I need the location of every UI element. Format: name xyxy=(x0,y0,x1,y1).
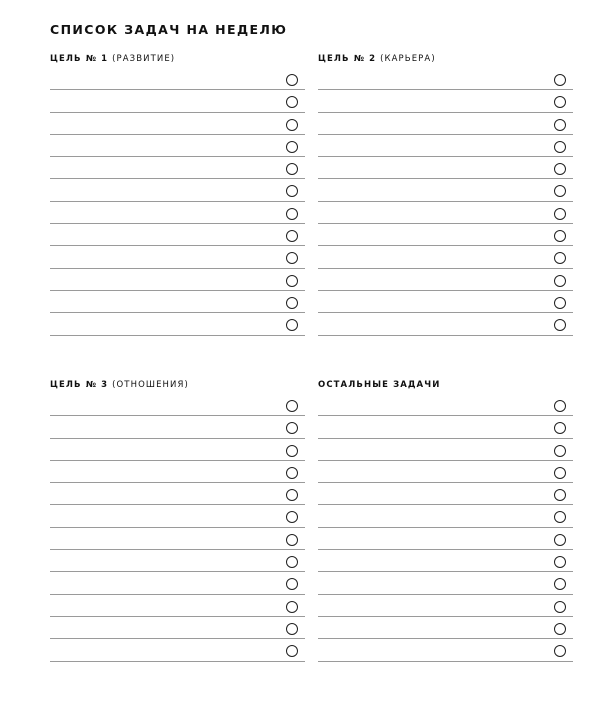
task-row[interactable] xyxy=(318,313,573,335)
circle-checkbox-icon[interactable] xyxy=(286,141,298,153)
circle-checkbox-icon[interactable] xyxy=(554,578,566,590)
task-row[interactable] xyxy=(318,617,573,639)
circle-checkbox-icon[interactable] xyxy=(286,119,298,131)
task-row[interactable] xyxy=(50,68,305,90)
circle-checkbox-icon[interactable] xyxy=(286,208,298,220)
task-row[interactable] xyxy=(50,157,305,179)
circle-checkbox-icon[interactable] xyxy=(286,275,298,287)
goal-3-section xyxy=(50,378,305,662)
task-row[interactable] xyxy=(50,617,305,639)
task-row[interactable] xyxy=(50,224,305,246)
circle-checkbox-icon[interactable] xyxy=(286,489,298,501)
task-row[interactable] xyxy=(318,639,573,661)
circle-checkbox-icon[interactable] xyxy=(554,422,566,434)
circle-checkbox-icon[interactable] xyxy=(286,445,298,457)
section-label: ОСТАЛЬНЫЕ ЗАДАЧИ xyxy=(318,380,441,390)
task-row[interactable] xyxy=(50,595,305,617)
task-row[interactable] xyxy=(318,246,573,268)
circle-checkbox-icon[interactable] xyxy=(286,319,298,331)
task-row[interactable] xyxy=(318,269,573,291)
circle-checkbox-icon[interactable] xyxy=(286,645,298,657)
task-row[interactable] xyxy=(50,439,305,461)
section-label: ЦЕЛЬ № 2 xyxy=(318,54,377,64)
circle-checkbox-icon[interactable] xyxy=(286,297,298,309)
section-title xyxy=(318,52,573,66)
task-row[interactable] xyxy=(318,572,573,594)
task-row[interactable] xyxy=(318,595,573,617)
task-row[interactable] xyxy=(318,68,573,90)
circle-checkbox-icon[interactable] xyxy=(286,163,298,175)
circle-checkbox-icon[interactable] xyxy=(554,534,566,546)
circle-checkbox-icon[interactable] xyxy=(554,319,566,331)
circle-checkbox-icon[interactable] xyxy=(554,252,566,264)
circle-checkbox-icon[interactable] xyxy=(554,467,566,479)
section-label: ЦЕЛЬ № 3 xyxy=(50,380,109,390)
circle-checkbox-icon[interactable] xyxy=(554,74,566,86)
circle-checkbox-icon[interactable] xyxy=(554,119,566,131)
task-row[interactable] xyxy=(50,179,305,201)
circle-checkbox-icon[interactable] xyxy=(286,185,298,197)
task-row[interactable] xyxy=(50,90,305,112)
section-subtitle: (КАРЬЕРА) xyxy=(380,54,436,64)
task-row[interactable] xyxy=(50,461,305,483)
circle-checkbox-icon[interactable] xyxy=(286,74,298,86)
task-row[interactable] xyxy=(318,505,573,527)
circle-checkbox-icon[interactable] xyxy=(554,230,566,242)
task-row[interactable] xyxy=(318,90,573,112)
circle-checkbox-icon[interactable] xyxy=(554,185,566,197)
task-list xyxy=(318,68,573,336)
circle-checkbox-icon[interactable] xyxy=(286,252,298,264)
circle-checkbox-icon[interactable] xyxy=(554,297,566,309)
circle-checkbox-icon[interactable] xyxy=(286,511,298,523)
task-row[interactable] xyxy=(318,135,573,157)
circle-checkbox-icon[interactable] xyxy=(286,578,298,590)
section-title xyxy=(50,52,305,66)
task-row[interactable] xyxy=(318,528,573,550)
circle-checkbox-icon[interactable] xyxy=(554,275,566,287)
task-row[interactable] xyxy=(318,224,573,246)
circle-checkbox-icon[interactable] xyxy=(286,230,298,242)
task-row[interactable] xyxy=(318,550,573,572)
circle-checkbox-icon[interactable] xyxy=(554,601,566,613)
task-row[interactable] xyxy=(318,461,573,483)
task-row[interactable] xyxy=(50,550,305,572)
task-row[interactable] xyxy=(318,202,573,224)
section-title xyxy=(50,378,305,392)
task-row[interactable] xyxy=(318,416,573,438)
circle-checkbox-icon[interactable] xyxy=(286,601,298,613)
goal-1-section xyxy=(50,52,305,336)
circle-checkbox-icon[interactable] xyxy=(286,623,298,635)
circle-checkbox-icon[interactable] xyxy=(554,96,566,108)
task-row[interactable] xyxy=(50,505,305,527)
task-row[interactable] xyxy=(318,113,573,135)
task-list xyxy=(318,394,573,662)
task-row[interactable] xyxy=(318,157,573,179)
circle-checkbox-icon[interactable] xyxy=(286,556,298,568)
task-row[interactable] xyxy=(50,135,305,157)
task-row[interactable] xyxy=(318,483,573,505)
task-row[interactable] xyxy=(318,179,573,201)
circle-checkbox-icon[interactable] xyxy=(554,511,566,523)
task-row[interactable] xyxy=(318,439,573,461)
section-subtitle: (ОТНОШЕНИЯ) xyxy=(112,380,189,390)
circle-checkbox-icon[interactable] xyxy=(554,445,566,457)
circle-checkbox-icon[interactable] xyxy=(554,489,566,501)
section-label: ЦЕЛЬ № 1 xyxy=(50,54,109,64)
task-list xyxy=(50,68,305,336)
section-title xyxy=(318,378,573,392)
circle-checkbox-icon[interactable] xyxy=(286,422,298,434)
circle-checkbox-icon[interactable] xyxy=(286,534,298,546)
circle-checkbox-icon[interactable] xyxy=(554,208,566,220)
section-subtitle: (РАЗВИТИЕ) xyxy=(112,54,176,64)
task-row[interactable] xyxy=(50,246,305,268)
task-row[interactable] xyxy=(50,416,305,438)
task-row[interactable] xyxy=(50,639,305,661)
page-title: СПИСОК ЗАДАЧ НА НЕДЕЛЮ xyxy=(50,22,288,37)
circle-checkbox-icon[interactable] xyxy=(286,467,298,479)
task-row[interactable] xyxy=(318,291,573,313)
circle-checkbox-icon[interactable] xyxy=(286,400,298,412)
task-row[interactable] xyxy=(318,394,573,416)
circle-checkbox-icon[interactable] xyxy=(554,400,566,412)
circle-checkbox-icon[interactable] xyxy=(554,556,566,568)
circle-checkbox-icon[interactable] xyxy=(286,96,298,108)
circle-checkbox-icon[interactable] xyxy=(554,645,566,657)
task-row[interactable] xyxy=(50,394,305,416)
circle-checkbox-icon[interactable] xyxy=(554,163,566,175)
circle-checkbox-icon[interactable] xyxy=(554,141,566,153)
task-row[interactable] xyxy=(50,528,305,550)
task-list xyxy=(50,394,305,662)
goal-2-section xyxy=(318,52,573,336)
other-tasks-section xyxy=(318,378,573,662)
circle-checkbox-icon[interactable] xyxy=(554,623,566,635)
task-row[interactable] xyxy=(50,483,305,505)
task-row[interactable] xyxy=(50,313,305,335)
task-row[interactable] xyxy=(50,269,305,291)
task-row[interactable] xyxy=(50,202,305,224)
task-row[interactable] xyxy=(50,113,305,135)
task-row[interactable] xyxy=(50,572,305,594)
task-row[interactable] xyxy=(50,291,305,313)
